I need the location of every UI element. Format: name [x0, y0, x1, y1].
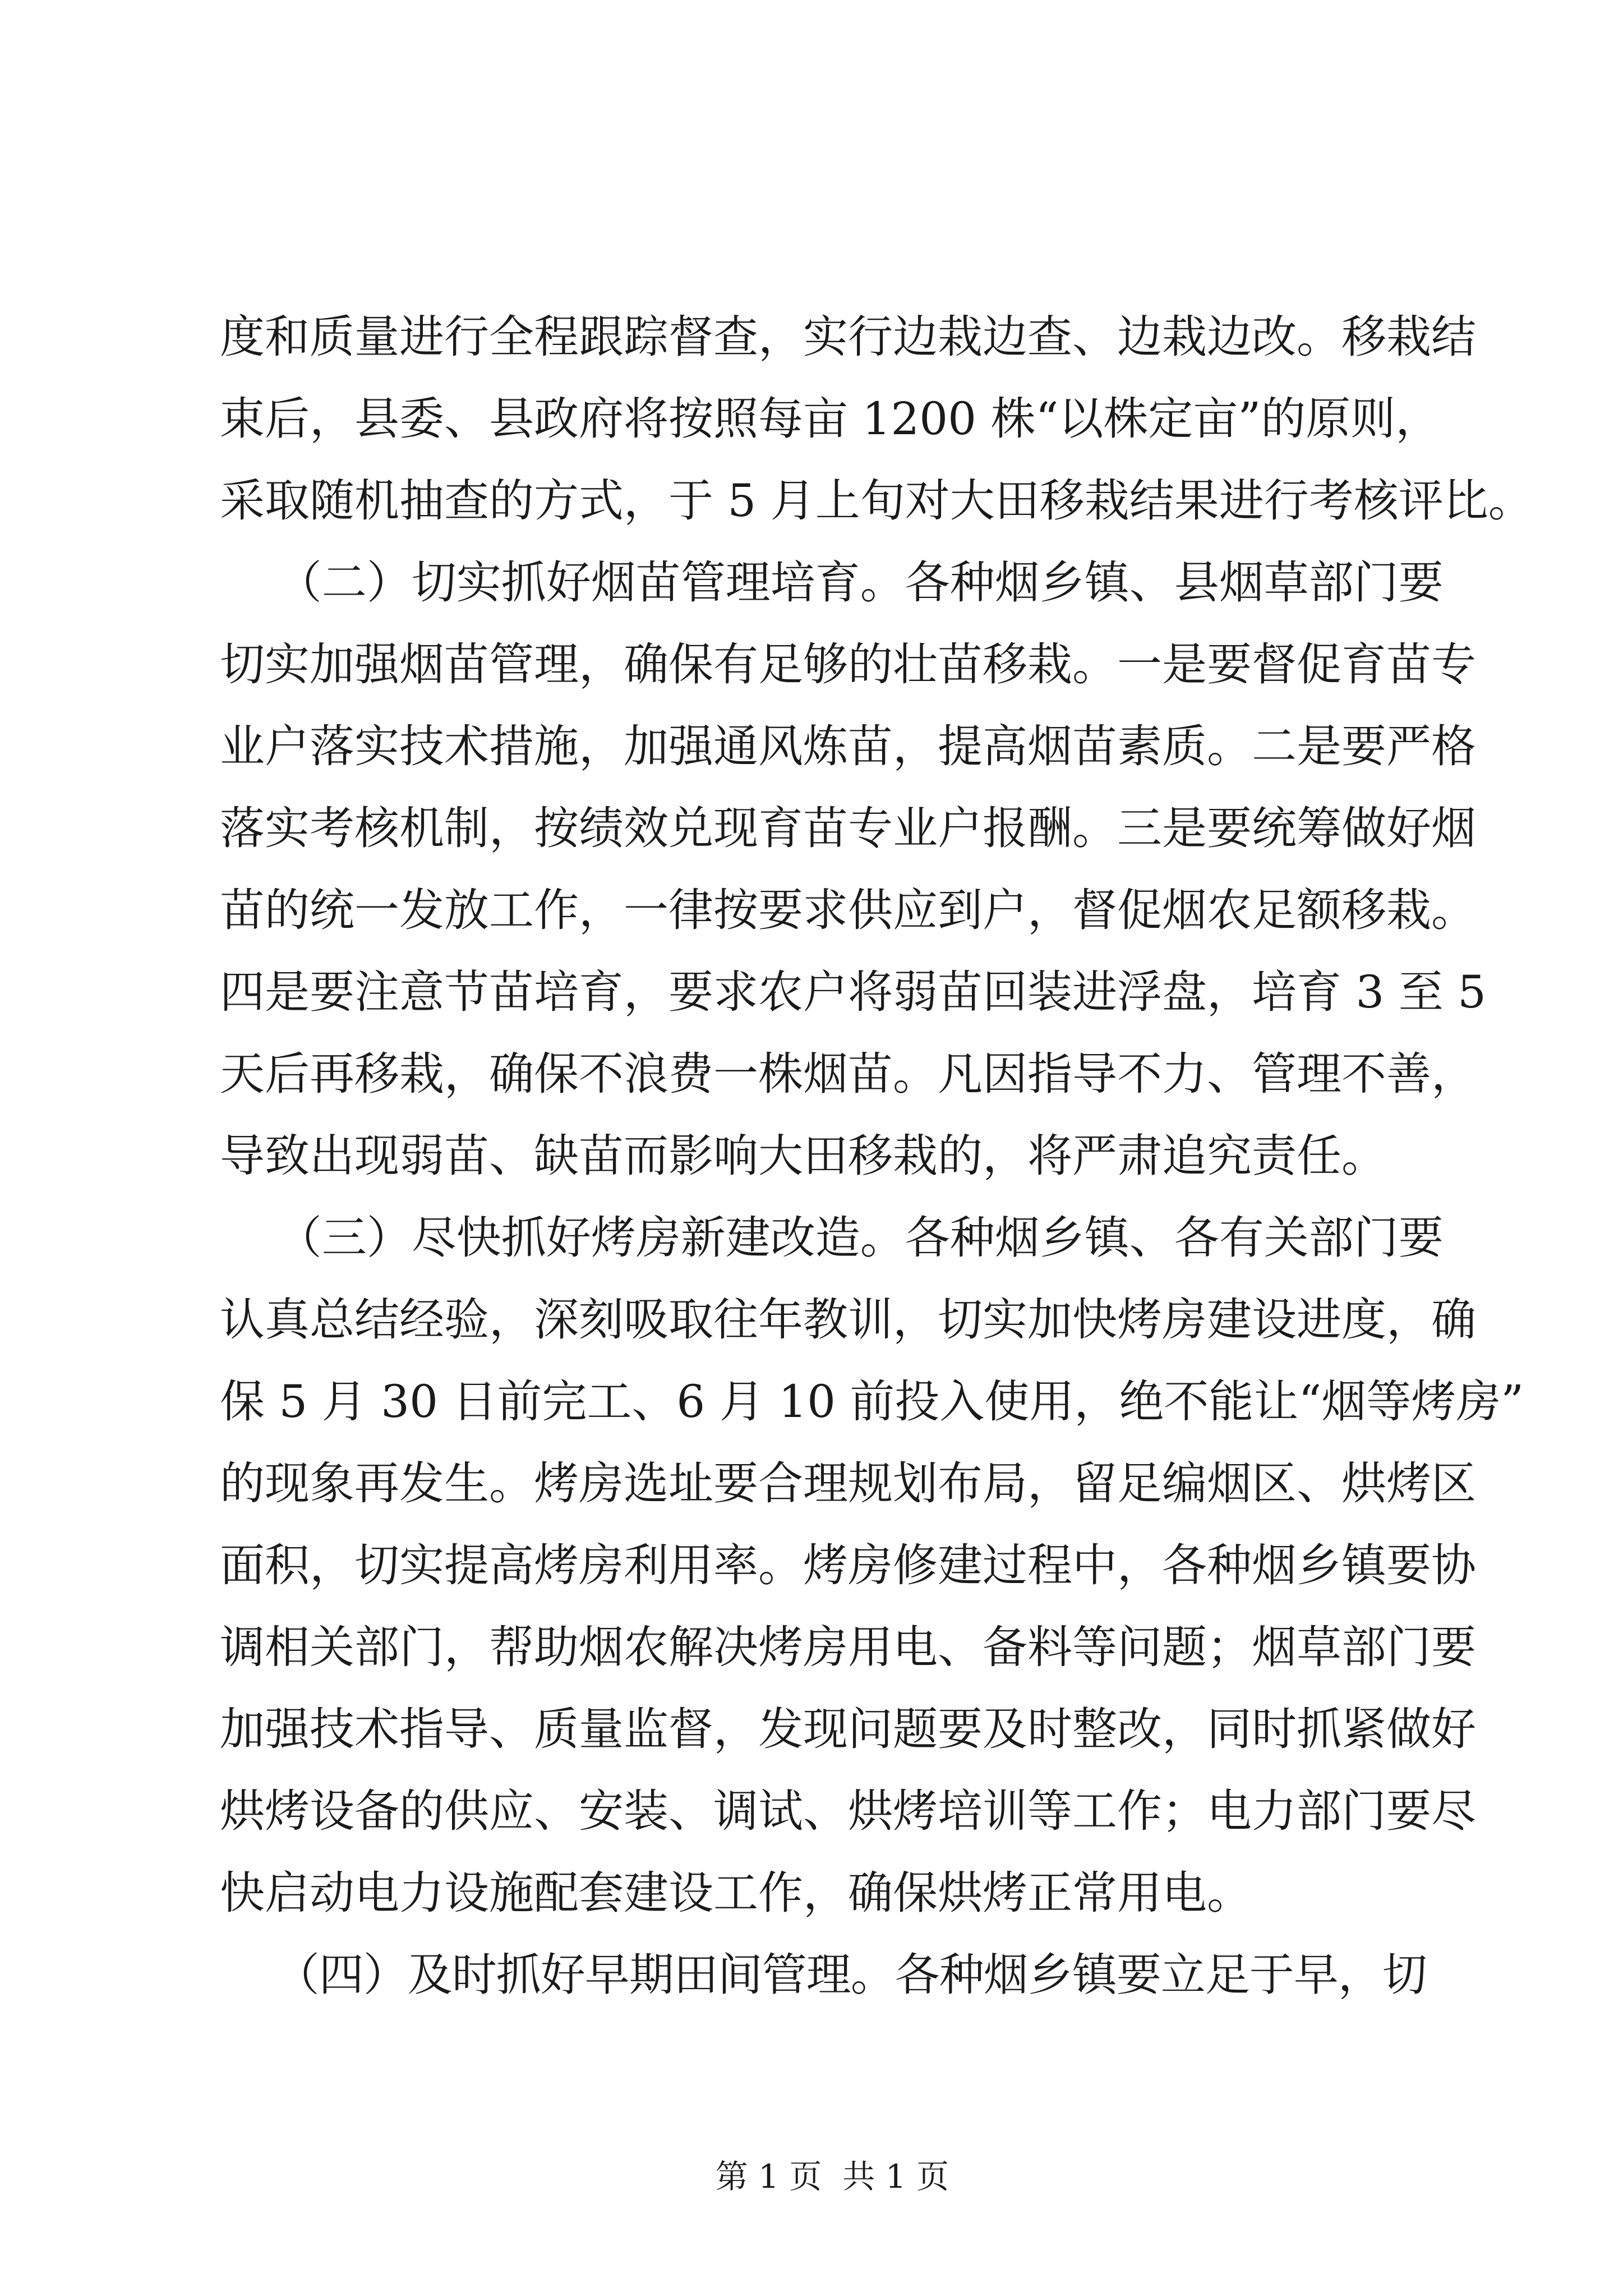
text-line: 采取随机抽查的方式，于 5 月上旬对大田移栽结果进行考核评比。 — [220, 475, 1533, 527]
text-line: 苗的统一发放工作，一律按要求供应到户，督促烟农足额移栽。 — [220, 884, 1476, 936]
text-line: 切实加强烟苗管理，确保有足够的壮苗移栽。一是要督促育苗专 — [220, 638, 1476, 691]
text-line: 认真总结经验，深刻吸取往年教训，切实加快烤房建设进度，确 — [220, 1294, 1476, 1346]
text-line: 业户落实技术措施，加强通风炼苗，提高烟苗素质。二是要严格 — [220, 720, 1476, 772]
text-line: 面积，切实提高烤房利用率。烤房修建过程中，各种烟乡镇要协 — [220, 1539, 1476, 1591]
paragraph-3-start: （三）尽快抓好烤房新建改造。各种烟乡镇、各有关部门要 — [220, 1212, 1444, 1264]
text-line: 束后，县委、县政府将按照每亩 1200 株“以株定亩”的原则， — [220, 393, 1441, 445]
text-line: 导致出现弱苗、缺苗而影响大田移栽的，将严肃追究责任。 — [220, 1130, 1386, 1182]
text-line: 的现象再发生。烤房选址要合理规划布局，留足编烟区、烘烤区 — [220, 1457, 1476, 1510]
page-number-label: 第 1 页 共 1 页 — [715, 2157, 949, 2196]
text-line: 调相关部门，帮助烟农解决烤房用电、备料等问题；烟草部门要 — [220, 1621, 1476, 1673]
paragraph-4-start: （四）及时抓好早期田间管理。各种烟乡镇要立足于早，切 — [220, 1949, 1427, 2001]
text-line: 天后再移栽，确保不浪费一株烟苗。凡因指导不力、管理不善， — [220, 1048, 1476, 1100]
text-line: 快启动电力设施配套建设工作，确保烘烤正常用电。 — [220, 1867, 1252, 1919]
text-line: 四是要注意节苗培育，要求农户将弱苗回装进浮盘，培育 3 至 5 — [220, 966, 1487, 1018]
text-line: 加强技术指导、质量监督，发现问题要及时整改，同时抓紧做好 — [220, 1703, 1476, 1755]
text-line: 保 5 月 30 日前完工、6 月 10 前投入使用，绝不能让“烟等烤房” — [220, 1375, 1524, 1428]
paragraph-2-start: （二）切实抓好烟苗管理培育。各种烟乡镇、县烟草部门要 — [220, 556, 1444, 609]
page-footer — [0, 2109, 1623, 2244]
body-text — [220, 296, 1533, 2016]
text-line: 落实考核机制，按绩效兑现育苗专业户报酬。三是要统筹做好烟 — [220, 802, 1476, 854]
text-line: 度和质量进行全程跟踪督查，实行边栽边查、边栽边改。移栽结 — [220, 311, 1476, 363]
text-line: 烘烤设备的供应、安装、调试、烘烤培训等工作；电力部门要尽 — [220, 1785, 1476, 1837]
